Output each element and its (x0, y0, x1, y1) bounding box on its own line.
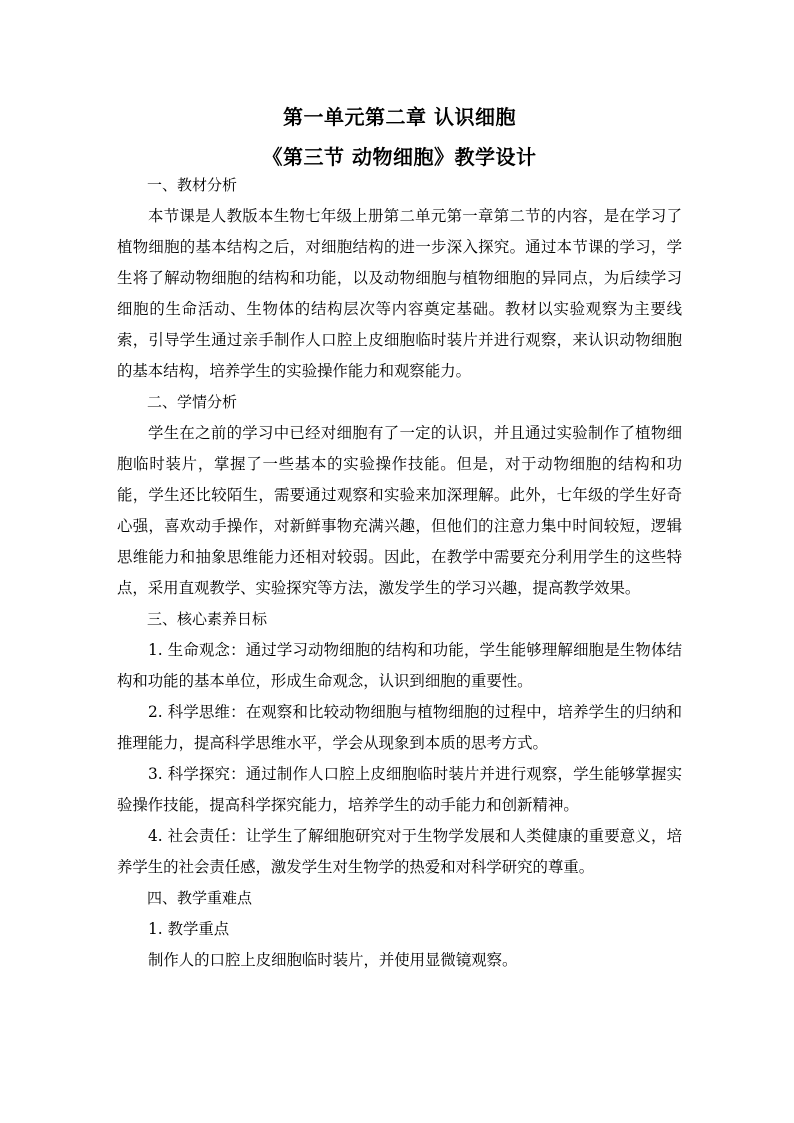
goal-item-social-responsibility: 4. 社会责任：让学生了解细胞研究对于生物学发展和人类健康的重要意义，培养学生的社会责任感，激发学生对生物学的热爱和对科学研究的尊重。 (117, 827, 682, 876)
section-heading-key-difficult-points: 四、教学重难点 (147, 889, 253, 907)
document-content (117, 100, 682, 976)
paragraph-teaching-focus: 制作人的口腔上皮细胞临时装片，并使用显微镜观察。 (148, 951, 518, 969)
document-title-unit: 第一单元第二章 认识细胞 (283, 105, 516, 129)
goal-item-life-concept: 1. 生命观念：通过学习动物细胞的结构和功能，学生能够理解细胞是生物体结构和功能的基本单位，形成生命观念，认识到细胞的重要性。 (117, 641, 682, 690)
goal-item-scientific-thinking: 2. 科学思维：在观察和比较动物细胞与植物细胞的过程中，培养学生的归纳和推理能力，提高科学思维水平，学会从现象到本质的思考方式。 (117, 703, 682, 752)
section-heading-learner-analysis: 二、学情分析 (147, 393, 238, 411)
sub-heading-teaching-focus: 1. 教学重点 (148, 920, 230, 938)
section-heading-textbook-analysis: 一、教材分析 (147, 176, 238, 194)
paragraph-learner-analysis: 学生在之前的学习中已经对细胞有了一定的认识，并且通过实验制作了植物细胞临时装片，掌握了一些基本的实验操作技能。但是，对于动物细胞的结构和功能，学生还比较陌生，需要通过观察和实验来加深理解。此外，七年级的学生好奇心强，喜欢动手操作，对新鲜事物充满兴趣，但他们的注意力集中时间较短，逻辑思维能力和抽象思维能力还相对较弱。因此，在教学中需要充分利用学生的这些特点，采用直观教学、实验探究等方法，激发学生的学习兴趣，提高教学效果。 (117, 424, 682, 597)
document-title-lesson: 《第三节 动物细胞》教学设计 (262, 145, 537, 169)
paragraph-textbook-analysis: 本节课是人教版本生物七年级上册第二单元第一章第二节的内容，是在学习了植物细胞的基本结构之后，对细胞结构的进一步深入探究。通过本节课的学习，学生将了解动物细胞的结构和功能，以及动物细胞与植物细胞的异同点，为后续学习细胞的生命活动、生物体的结构层次等内容奠定基础。教材以实验观察为主要线索，引导学生通过亲手制作人口腔上皮细胞临时装片并进行观察，来认识动物细胞的基本结构，培养学生的实验操作能力和观察能力。 (117, 207, 682, 380)
goal-item-scientific-inquiry: 3. 科学探究：通过制作人口腔上皮细胞临时装片并进行观察，学生能够掌握实验操作技能，提高科学探究能力，培养学生的动手能力和创新精神。 (117, 765, 682, 814)
section-heading-core-literacy-goals: 三、核心素养日标 (147, 610, 268, 628)
